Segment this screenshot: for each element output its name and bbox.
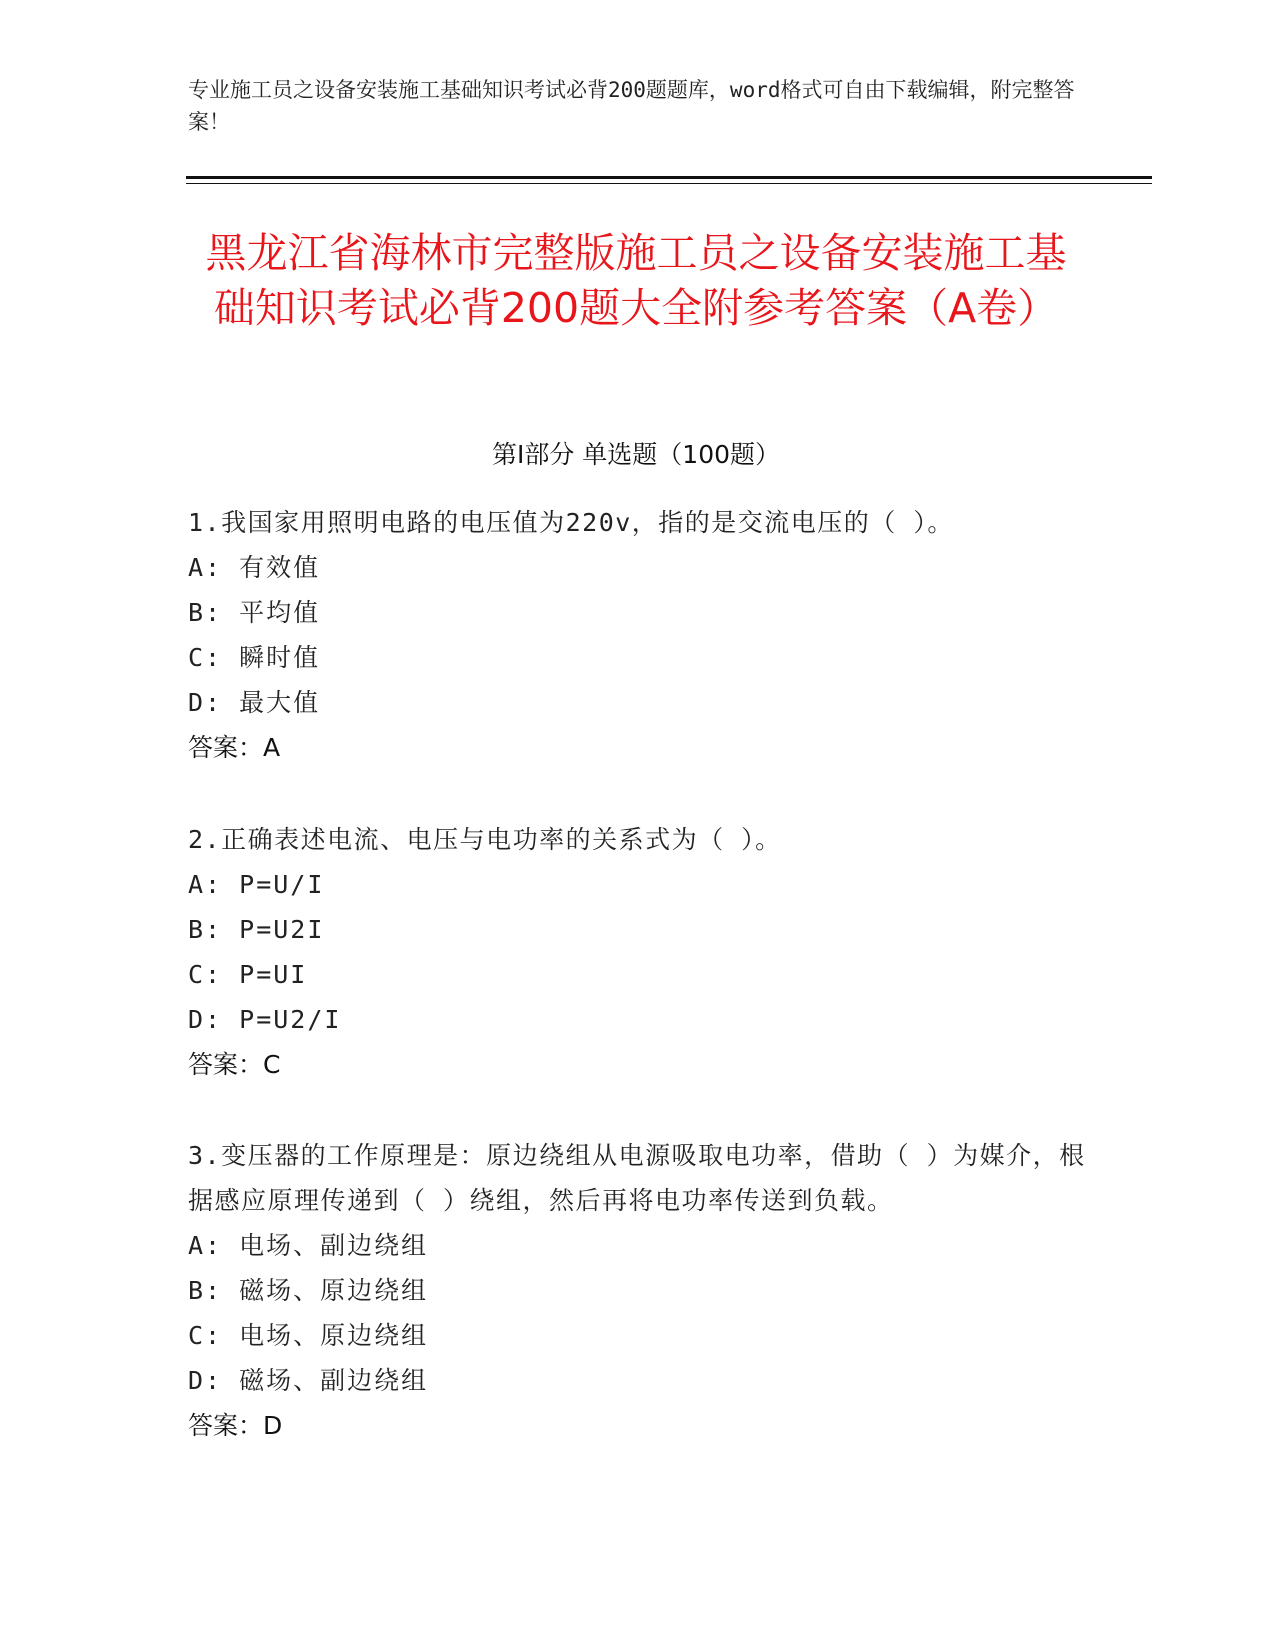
option-c: C: 电场、原边绕组 xyxy=(188,1321,429,1350)
answer-line: 答案：A xyxy=(188,733,281,762)
option-b: B: P=U2I xyxy=(188,915,325,944)
option-c: C: P=UI xyxy=(188,960,308,989)
answer-line: 答案：C xyxy=(188,1050,281,1079)
question-stem: 2.正确表述电流、电压与电功率的关系式为（ ）。 xyxy=(188,825,782,854)
option-a: A: 有效值 xyxy=(188,553,321,582)
option-a: A: 电场、副边绕组 xyxy=(188,1231,429,1260)
question-3 xyxy=(188,1133,1088,1448)
document-title: 黑龙江省海林市完整版施工员之设备安装施工基础知识考试必背200题大全附参考答案（A卷） xyxy=(205,229,1067,332)
option-b: B: 平均值 xyxy=(188,598,321,627)
question-stem: 1.我国家用照明电路的电压值为220v，指的是交流电压的（ ）。 xyxy=(188,508,954,537)
section-heading: 第Ⅰ部分 单选题（100题） xyxy=(491,440,781,469)
question-2 xyxy=(188,817,1088,1087)
header-divider-thin xyxy=(186,183,1152,184)
header-note: 专业施工员之设备安装施工基础知识考试必背200题题库，word格式可自由下载编辑，附完整答案！ xyxy=(188,78,1075,134)
option-a: A: P=U/I xyxy=(188,870,325,899)
option-b: B: 磁场、原边绕组 xyxy=(188,1276,429,1305)
question-stem: 3.变压器的工作原理是：原边绕组从电源吸取电功率，借助（ ）为媒介，根据感应原理传递到（ ）绕组，然后再将电功率传送到负载。 xyxy=(188,1141,1086,1215)
question-1 xyxy=(188,500,1088,770)
option-d: D: 最大值 xyxy=(188,688,321,717)
option-d: D: P=U2/I xyxy=(188,1005,342,1034)
option-d: D: 磁场、副边绕组 xyxy=(188,1366,429,1395)
option-c: C: 瞬时值 xyxy=(188,643,321,672)
header-divider-thick xyxy=(186,176,1152,179)
answer-line: 答案：D xyxy=(188,1411,283,1440)
